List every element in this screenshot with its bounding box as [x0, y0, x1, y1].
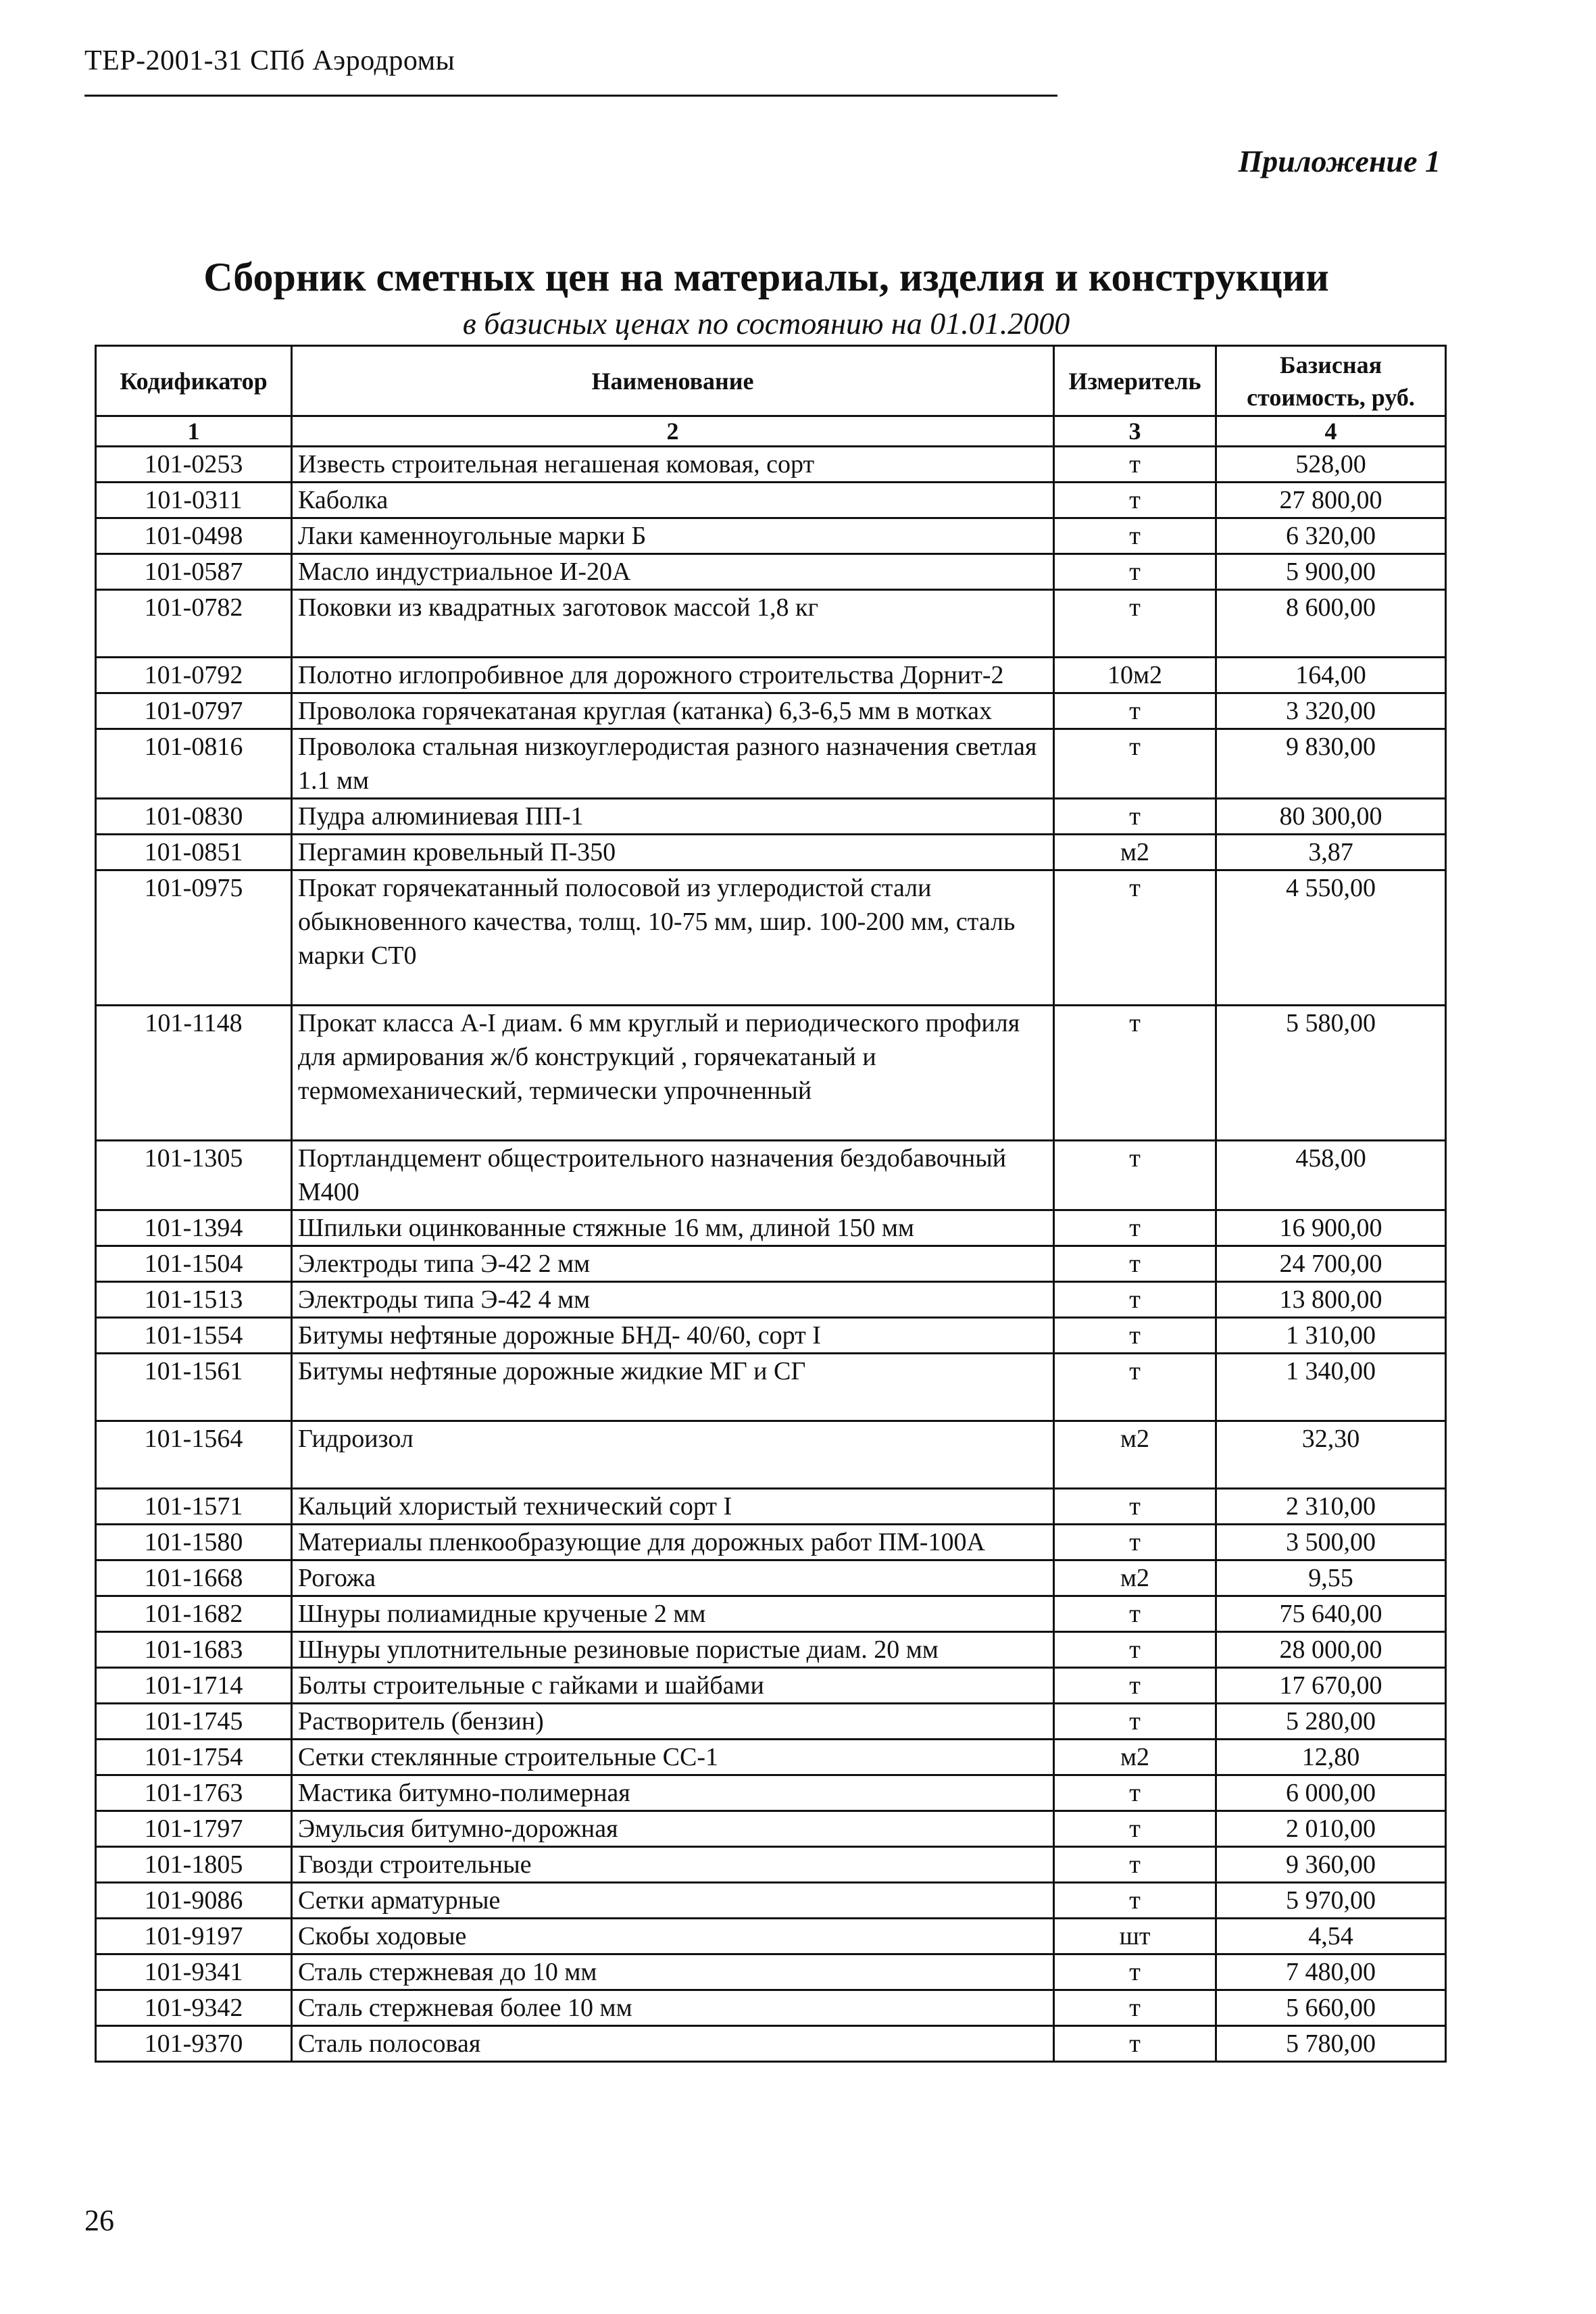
table-row: [96, 835, 1446, 870]
code-cell: 101-1797: [96, 1811, 292, 1847]
price-cell: 4,54: [1216, 1919, 1446, 1954]
appendix-label: Приложение 1: [1238, 144, 1441, 178]
table-row: [96, 1354, 1446, 1421]
code-cell: 101-1714: [96, 1668, 292, 1704]
name-cell: Полотно иглопробивное для дорожного строительства Дорнит-2: [292, 658, 1054, 693]
name-cell: Шпильки оцинкованные стяжные 16 мм, длиной 150 мм: [292, 1210, 1054, 1246]
name-cell: Битумы нефтяные дорожные БНД- 40/60, сорт I: [292, 1318, 1054, 1354]
price-cell: 5 900,00: [1216, 554, 1446, 590]
table-row: [96, 1525, 1446, 1560]
unit-cell: т: [1054, 1704, 1216, 1740]
unit-cell: т: [1054, 1668, 1216, 1704]
price-cell: 17 670,00: [1216, 1668, 1446, 1704]
price-cell: 5 660,00: [1216, 1990, 1446, 2026]
name-cell: Материалы пленкообразующие для дорожных работ ПМ-100А: [292, 1525, 1054, 1560]
code-cell: 101-1745: [96, 1704, 292, 1740]
code-cell: 101-1554: [96, 1318, 292, 1354]
price-cell: 1 340,00: [1216, 1354, 1446, 1421]
table-row: [96, 1246, 1446, 1282]
name-cell: Электроды типа Э-42 4 мм: [292, 1282, 1054, 1318]
name-cell: Шнуры уплотнительные резиновые пористые диам. 20 мм: [292, 1632, 1054, 1668]
unit-cell: т: [1054, 554, 1216, 590]
page-number: 26: [84, 2204, 114, 2237]
price-table: [95, 345, 1447, 2063]
code-cell: 101-1683: [96, 1632, 292, 1668]
table-row: [96, 1632, 1446, 1668]
table-row: [96, 1668, 1446, 1704]
name-cell: Скобы ходовые: [292, 1919, 1054, 1954]
price-cell: 5 580,00: [1216, 1006, 1446, 1141]
unit-cell: т: [1054, 1954, 1216, 1990]
table-row: [96, 1210, 1446, 1246]
name-cell: Эмульсия битумно-дорожная: [292, 1811, 1054, 1847]
price-cell: 164,00: [1216, 658, 1446, 693]
name-cell: Портландцемент общестроительного назначения бездобавочный М400: [292, 1141, 1054, 1210]
name-cell: Пудра алюминиевая ПП-1: [292, 799, 1054, 835]
unit-cell: м2: [1054, 1421, 1216, 1489]
price-cell: 3 320,00: [1216, 693, 1446, 729]
name-cell: Болты строительные с гайками и шайбами: [292, 1668, 1054, 1704]
column-number: 3: [1054, 416, 1216, 447]
price-cell: 9,55: [1216, 1560, 1446, 1596]
code-cell: 101-0311: [96, 483, 292, 518]
unit-cell: т: [1054, 1847, 1216, 1883]
name-cell: Известь строительная негашеная комовая, сорт: [292, 447, 1054, 483]
table-header-row: [96, 346, 1446, 416]
unit-cell: т: [1054, 1141, 1216, 1210]
price-cell: 7 480,00: [1216, 1954, 1446, 1990]
unit-cell: т: [1054, 447, 1216, 483]
code-cell: 101-0253: [96, 447, 292, 483]
page-subtitle: в базисных ценах по состоянию на 01.01.2000: [462, 306, 1070, 341]
column-number: 1: [96, 416, 292, 447]
table-row: [96, 1883, 1446, 1919]
table-row: [96, 870, 1446, 1006]
price-cell: 16 900,00: [1216, 1210, 1446, 1246]
unit-cell: т: [1054, 1596, 1216, 1632]
code-cell: 101-0797: [96, 693, 292, 729]
price-cell: 6 000,00: [1216, 1775, 1446, 1811]
unit-cell: т: [1054, 590, 1216, 658]
price-cell: 6 320,00: [1216, 518, 1446, 554]
price-cell: 2 310,00: [1216, 1489, 1446, 1525]
unit-cell: т: [1054, 1811, 1216, 1847]
name-cell: Проволока горячекатаная круглая (катанка) 6,3-6,5 мм в мотках: [292, 693, 1054, 729]
price-cell: 3 500,00: [1216, 1525, 1446, 1560]
price-cell: 1 310,00: [1216, 1318, 1446, 1354]
unit-cell: т: [1054, 693, 1216, 729]
name-cell: Рогожа: [292, 1560, 1054, 1596]
price-cell: 2 010,00: [1216, 1811, 1446, 1847]
name-cell: Сталь стержневая до 10 мм: [292, 1954, 1054, 1990]
name-cell: Гидроизол: [292, 1421, 1054, 1489]
unit-cell: м2: [1054, 1740, 1216, 1775]
unit-cell: т: [1054, 1282, 1216, 1318]
code-cell: 101-1564: [96, 1421, 292, 1489]
table-row: [96, 1740, 1446, 1775]
table-row: [96, 1704, 1446, 1740]
code-cell: 101-1763: [96, 1775, 292, 1811]
table-row: [96, 1596, 1446, 1632]
code-cell: 101-1682: [96, 1596, 292, 1632]
code-cell: 101-0851: [96, 835, 292, 870]
price-cell: 9 360,00: [1216, 1847, 1446, 1883]
running-header: ТЕР-2001-31 СПб Аэродромы: [84, 45, 455, 76]
table-row: [96, 518, 1446, 554]
unit-cell: т: [1054, 1246, 1216, 1282]
table-row: [96, 1811, 1446, 1847]
table-row: [96, 1560, 1446, 1596]
code-cell: 101-1504: [96, 1246, 292, 1282]
price-cell: 80 300,00: [1216, 799, 1446, 835]
table-row: [96, 1489, 1446, 1525]
unit-cell: т: [1054, 1990, 1216, 2026]
price-cell: 13 800,00: [1216, 1282, 1446, 1318]
unit-cell: т: [1054, 1775, 1216, 1811]
table-row: [96, 729, 1446, 799]
table-row: [96, 1421, 1446, 1489]
code-cell: 101-0830: [96, 799, 292, 835]
name-cell: Прокат горячекатанный полосовой из углеродистой стали обыкновенного качества, толщ. 10-75 мм, шир. 100-200 мм, сталь марки СТ0: [292, 870, 1054, 1006]
price-cell: 9 830,00: [1216, 729, 1446, 799]
column-header-unit: Измеритель: [1054, 346, 1216, 416]
name-cell: Электроды типа Э-42 2 мм: [292, 1246, 1054, 1282]
unit-cell: т: [1054, 518, 1216, 554]
unit-cell: т: [1054, 2026, 1216, 2062]
price-cell: 24 700,00: [1216, 1246, 1446, 1282]
price-cell: 458,00: [1216, 1141, 1446, 1210]
column-number: 2: [292, 416, 1054, 447]
code-cell: 101-0792: [96, 658, 292, 693]
unit-cell: 10м2: [1054, 658, 1216, 693]
code-cell: 101-0782: [96, 590, 292, 658]
name-cell: Масло индустриальное И-20А: [292, 554, 1054, 590]
price-cell: 528,00: [1216, 447, 1446, 483]
table-row: [96, 1006, 1446, 1141]
price-cell: 27 800,00: [1216, 483, 1446, 518]
table-row: [96, 590, 1446, 658]
table-row: [96, 658, 1446, 693]
table-row: [96, 483, 1446, 518]
code-cell: 101-1561: [96, 1354, 292, 1421]
column-number-row: [96, 416, 1446, 447]
unit-cell: шт: [1054, 1919, 1216, 1954]
unit-cell: т: [1054, 1006, 1216, 1141]
name-cell: Сетки стеклянные строительные СС-1: [292, 1740, 1054, 1775]
unit-cell: т: [1054, 1354, 1216, 1421]
table-row: [96, 2026, 1446, 2062]
name-cell: Кальций хлористый технический сорт I: [292, 1489, 1054, 1525]
header-rule: [84, 95, 1057, 97]
code-cell: 101-1148: [96, 1006, 292, 1141]
table-row: [96, 554, 1446, 590]
code-cell: 101-9086: [96, 1883, 292, 1919]
price-cell: 75 640,00: [1216, 1596, 1446, 1632]
column-number: 4: [1216, 416, 1446, 447]
name-cell: Сталь стержневая более 10 мм: [292, 1990, 1054, 2026]
code-cell: 101-0498: [96, 518, 292, 554]
name-cell: Мастика битумно-полимерная: [292, 1775, 1054, 1811]
code-cell: 101-1513: [96, 1282, 292, 1318]
column-header-code: Кодификатор: [96, 346, 292, 416]
name-cell: Прокат класса А-I диам. 6 мм круглый и периодического профиля для армирования ж/б конструкций , горячекатаный и термомеханический, термически упрочненный: [292, 1006, 1054, 1141]
name-cell: Лаки каменноугольные марки Б: [292, 518, 1054, 554]
table-row: [96, 1775, 1446, 1811]
name-cell: Битумы нефтяные дорожные жидкие МГ и СГ: [292, 1354, 1054, 1421]
unit-cell: т: [1054, 1318, 1216, 1354]
table-row: [96, 1318, 1446, 1354]
unit-cell: т: [1054, 870, 1216, 1006]
code-cell: 101-9342: [96, 1990, 292, 2026]
name-cell: Пергамин кровельный П-350: [292, 835, 1054, 870]
column-header-price: Базисная стоимость, руб.: [1216, 346, 1446, 416]
price-cell: 8 600,00: [1216, 590, 1446, 658]
unit-cell: т: [1054, 1632, 1216, 1668]
unit-cell: т: [1054, 1489, 1216, 1525]
table-row: [96, 799, 1446, 835]
code-cell: 101-0975: [96, 870, 292, 1006]
code-cell: 101-9370: [96, 2026, 292, 2062]
name-cell: Сетки арматурные: [292, 1883, 1054, 1919]
unit-cell: т: [1054, 483, 1216, 518]
column-header-name: Наименование: [292, 346, 1054, 416]
code-cell: 101-1805: [96, 1847, 292, 1883]
code-cell: 101-1571: [96, 1489, 292, 1525]
name-cell: Сталь полосовая: [292, 2026, 1054, 2062]
price-cell: 32,30: [1216, 1421, 1446, 1489]
code-cell: 101-9197: [96, 1919, 292, 1954]
unit-cell: т: [1054, 799, 1216, 835]
table-row: [96, 447, 1446, 483]
price-cell: 3,87: [1216, 835, 1446, 870]
code-cell: 101-1305: [96, 1141, 292, 1210]
code-cell: 101-1580: [96, 1525, 292, 1560]
price-cell: 5 970,00: [1216, 1883, 1446, 1919]
unit-cell: м2: [1054, 835, 1216, 870]
name-cell: Поковки из квадратных заготовок массой 1,8 кг: [292, 590, 1054, 658]
name-cell: Шнуры полиамидные крученые 2 мм: [292, 1596, 1054, 1632]
name-cell: Растворитель (бензин): [292, 1704, 1054, 1740]
price-cell: 12,80: [1216, 1740, 1446, 1775]
table-row: [96, 1141, 1446, 1210]
code-cell: 101-1394: [96, 1210, 292, 1246]
table-row: [96, 693, 1446, 729]
code-cell: 101-0587: [96, 554, 292, 590]
table-row: [96, 1990, 1446, 2026]
price-cell: 28 000,00: [1216, 1632, 1446, 1668]
table-row: [96, 1282, 1446, 1318]
name-cell: Гвозди строительные: [292, 1847, 1054, 1883]
code-cell: 101-1754: [96, 1740, 292, 1775]
unit-cell: т: [1054, 1883, 1216, 1919]
table-row: [96, 1847, 1446, 1883]
unit-cell: т: [1054, 1210, 1216, 1246]
unit-cell: м2: [1054, 1560, 1216, 1596]
unit-cell: т: [1054, 1525, 1216, 1560]
code-cell: 101-1668: [96, 1560, 292, 1596]
table-row: [96, 1919, 1446, 1954]
price-cell: 4 550,00: [1216, 870, 1446, 1006]
unit-cell: т: [1054, 729, 1216, 799]
name-cell: Проволока стальная низкоуглеродистая разного назначения светлая 1.1 мм: [292, 729, 1054, 799]
price-cell: 5 780,00: [1216, 2026, 1446, 2062]
table-row: [96, 1954, 1446, 1990]
price-cell: 5 280,00: [1216, 1704, 1446, 1740]
name-cell: Каболка: [292, 483, 1054, 518]
table-body: [96, 447, 1446, 2062]
code-cell: 101-9341: [96, 1954, 292, 1990]
code-cell: 101-0816: [96, 729, 292, 799]
page-title: Сборник сметных цен на материалы, изделия и конструкции: [203, 255, 1329, 299]
